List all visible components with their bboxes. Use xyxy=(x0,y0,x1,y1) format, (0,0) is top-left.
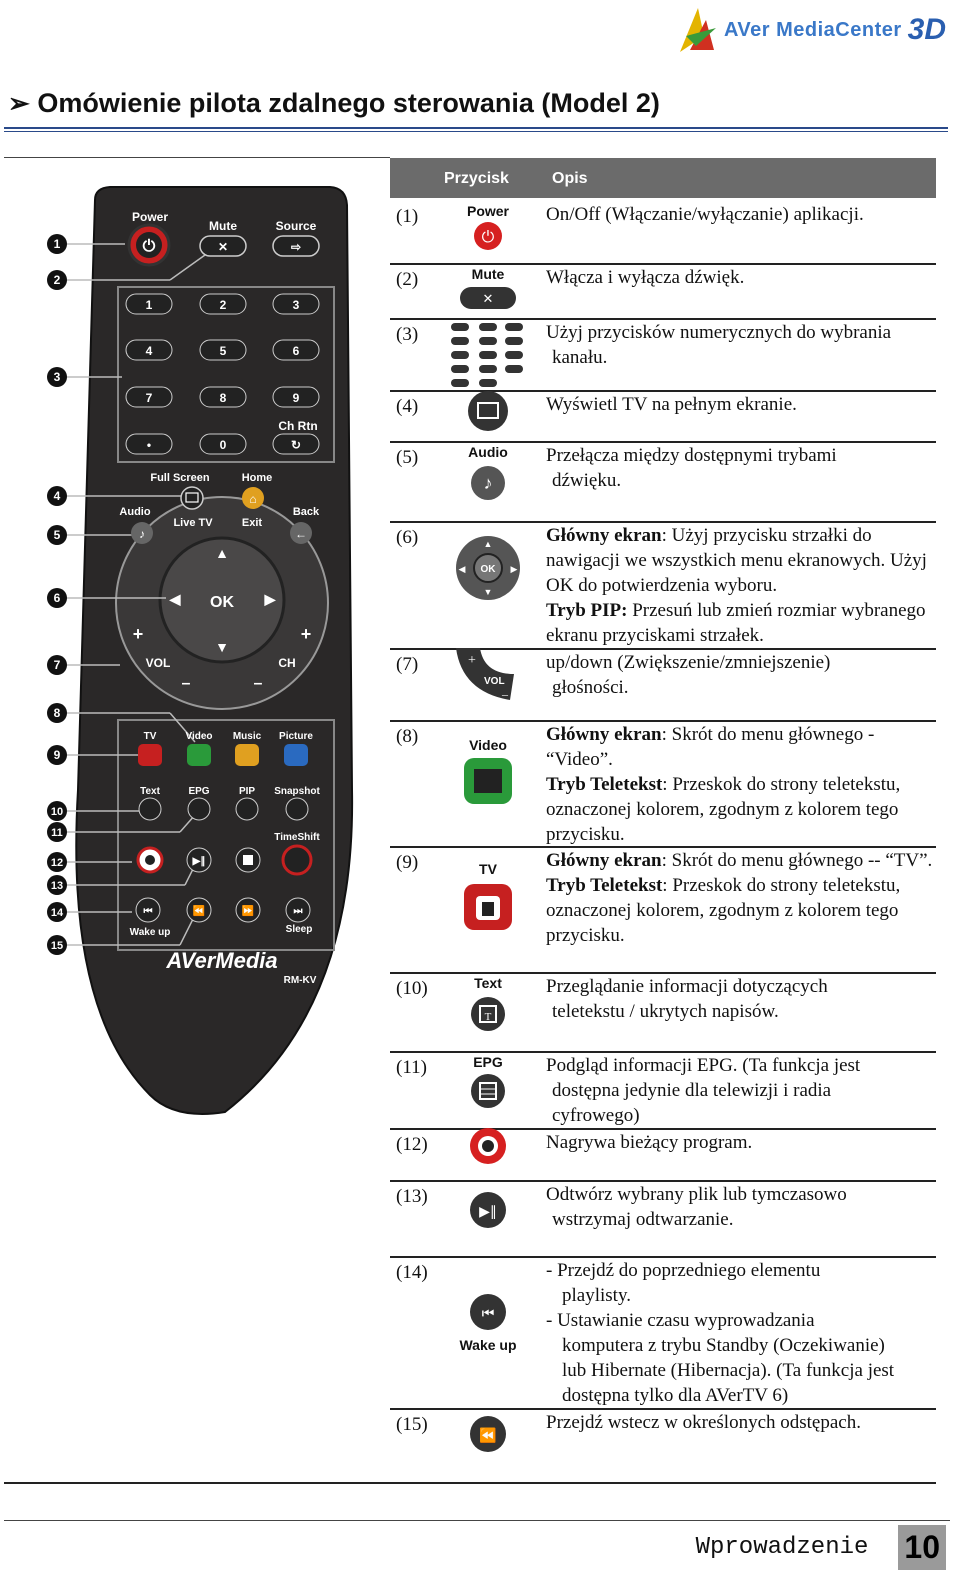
svg-text:⏪: ⏪ xyxy=(479,1429,497,1444)
table-row xyxy=(390,1256,936,1410)
video-icon xyxy=(448,736,528,811)
row-number: (13) xyxy=(396,1186,428,1207)
svg-text:Ch Rtn: Ch Rtn xyxy=(278,419,318,433)
description-line: lub Hibernate (Hibernacja). (Ta funkcja jest xyxy=(562,1360,895,1381)
svg-text:Wake up: Wake up xyxy=(459,1337,517,1353)
description-line: Podgląd informacji EPG. (Ta funkcja jest xyxy=(546,1055,861,1076)
svg-text:⏭: ⏭ xyxy=(293,906,303,917)
rewind-icon xyxy=(448,1410,528,1461)
svg-text:8: 8 xyxy=(219,391,227,405)
svg-text:–: – xyxy=(253,675,263,692)
fullscreen-icon xyxy=(448,388,528,439)
description-text: Przesuń lub zmień rozmiar wybranego ekranu przyciskami strzałek. xyxy=(546,600,926,646)
svg-text:Home: Home xyxy=(241,472,273,484)
svg-text:Live TV: Live TV xyxy=(173,517,213,529)
svg-text:•: • xyxy=(146,438,152,452)
svg-text:▼: ▼ xyxy=(483,587,493,597)
svg-text:Back: Back xyxy=(292,506,320,518)
record-icon xyxy=(448,1122,528,1173)
svg-text:▶: ▶ xyxy=(510,564,518,574)
row-number: (7) xyxy=(396,654,419,675)
svg-text:14: 14 xyxy=(50,907,64,919)
play-pause-icon xyxy=(448,1186,528,1237)
description-bold: Tryb Teletekst xyxy=(546,875,663,896)
svg-text:CH: CH xyxy=(278,656,296,670)
svg-text:Audio: Audio xyxy=(119,506,151,518)
svg-text:Audio: Audio xyxy=(468,444,508,460)
svg-text:←: ← xyxy=(295,527,307,541)
svg-text:–: – xyxy=(502,687,508,701)
row-description xyxy=(546,1410,934,1435)
svg-text:12: 12 xyxy=(50,857,64,869)
description-line: wstrzymaj odtwarzanie. xyxy=(552,1209,734,1230)
description-text: : Przeskok do strony teletekstu, oznaczonej kolorem, zgodnym z kolorem tego przycisku. xyxy=(546,875,901,946)
table-row xyxy=(390,521,936,650)
svg-text:⇨: ⇨ xyxy=(290,240,302,254)
row-description xyxy=(546,443,934,493)
table-row xyxy=(390,200,936,265)
button-description-table xyxy=(390,158,936,198)
mute-label: Mute xyxy=(209,219,237,233)
svg-text:▲: ▲ xyxy=(215,545,229,561)
svg-text:PIP: PIP xyxy=(238,786,256,797)
tv-icon xyxy=(448,860,528,937)
row-description xyxy=(546,650,934,700)
description-bold: Główny ekran xyxy=(546,525,662,546)
svg-text:▶∥: ▶∥ xyxy=(192,856,206,867)
row-description xyxy=(546,1258,934,1408)
row-number: (5) xyxy=(396,447,419,468)
svg-text:Full Screen: Full Screen xyxy=(150,472,210,484)
svg-text:11: 11 xyxy=(51,827,63,839)
table-row xyxy=(390,1128,936,1182)
table-row xyxy=(390,720,936,848)
mute-icon xyxy=(448,265,528,316)
row-number: (9) xyxy=(396,852,419,873)
table-row xyxy=(390,846,936,974)
svg-text:7: 7 xyxy=(53,658,61,672)
description-line: dźwięku. xyxy=(552,470,622,491)
title-arrow-icon: ➢ xyxy=(8,88,30,118)
navigation-pad-icon xyxy=(448,533,528,608)
row-number: (2) xyxy=(396,269,419,290)
description-text: : Przeskok do strony teletekstu, oznaczonej kolorem, zgodnym z kolorem tego przycisku. xyxy=(546,774,901,845)
svg-text:9: 9 xyxy=(292,391,300,405)
audio-icon xyxy=(448,443,528,506)
svg-text:AVerMedia: AVerMedia xyxy=(166,948,278,973)
previous-icon xyxy=(448,1290,528,1365)
description-line: cyfrowego) xyxy=(552,1105,640,1126)
description-paragraph xyxy=(546,722,934,772)
table-row xyxy=(390,1408,936,1484)
row-description xyxy=(546,1053,934,1128)
svg-text:Text: Text xyxy=(474,975,502,991)
svg-text:Power: Power xyxy=(466,203,510,219)
row-number: (8) xyxy=(396,726,419,747)
description-paragraph xyxy=(546,848,934,873)
description-line: dostępna jedynie dla telewizji i radia xyxy=(552,1080,832,1101)
description-line: głośności. xyxy=(552,677,629,698)
description-line: komputera z trybu Standby (Oczekiwanie) xyxy=(562,1335,885,1356)
svg-text:Wake up: Wake up xyxy=(129,927,171,938)
table-row xyxy=(390,1051,936,1130)
row-description xyxy=(546,974,934,1024)
description-line: Przejdź wstecz w określonych odstępach. xyxy=(546,1412,861,1433)
svg-text:Sleep: Sleep xyxy=(285,924,313,935)
description-line: Nagrywa bieżący program. xyxy=(546,1132,753,1153)
description-bold: Główny ekran xyxy=(546,850,662,871)
svg-text:10: 10 xyxy=(50,806,64,818)
row-number: (12) xyxy=(396,1134,428,1155)
row-description xyxy=(546,392,934,417)
svg-text:OK: OK xyxy=(480,564,496,575)
svg-text:↻: ↻ xyxy=(290,438,302,452)
page-title: ➢ Omówienie pilota zdalnego sterowania (Model 2) xyxy=(8,88,660,118)
description-paragraph xyxy=(546,873,934,948)
table-row xyxy=(390,390,936,443)
svg-text:3: 3 xyxy=(53,370,61,384)
svg-text:+: + xyxy=(468,653,476,668)
svg-text:⏮: ⏮ xyxy=(481,1307,495,1322)
svg-text:Text: Text xyxy=(140,786,160,797)
power-icon xyxy=(448,202,528,257)
svg-text:⏻: ⏻ xyxy=(142,238,156,255)
power-label: Power xyxy=(131,210,169,224)
svg-text:2: 2 xyxy=(219,298,227,312)
description-line: Wyświetl TV na pełnym ekranie. xyxy=(546,394,797,415)
row-number: (3) xyxy=(396,324,419,345)
svg-text:4: 4 xyxy=(53,489,61,503)
svg-text:Video: Video xyxy=(185,731,213,742)
number-keys-icon xyxy=(448,322,528,397)
svg-text:TV: TV xyxy=(143,731,157,742)
svg-text:Exit: Exit xyxy=(241,517,263,529)
svg-text:RM-KV: RM-KV xyxy=(283,975,317,986)
svg-text:+: + xyxy=(300,624,312,644)
svg-text:2: 2 xyxy=(53,273,61,287)
svg-text:⌂: ⌂ xyxy=(249,492,257,506)
row-number: (15) xyxy=(396,1414,428,1435)
svg-text:TV: TV xyxy=(479,861,497,877)
svg-text:◀: ◀ xyxy=(458,564,466,574)
description-line: Przełącza między dostępnymi trybami xyxy=(546,445,837,466)
teletext-icon xyxy=(448,974,528,1037)
svg-text:EPG: EPG xyxy=(473,1054,503,1070)
header-button: Przycisk xyxy=(444,170,509,187)
svg-text:Music: Music xyxy=(232,731,262,742)
title-divider-thin xyxy=(4,131,948,132)
table-row xyxy=(390,263,936,320)
brand-logo xyxy=(676,6,946,54)
svg-text:TimeShift: TimeShift xyxy=(274,832,320,843)
svg-text:✕: ✕ xyxy=(217,240,229,254)
svg-text:▶: ▶ xyxy=(264,591,276,607)
description-text: : Skrót do menu głównego -- “TV”. xyxy=(661,850,933,871)
description-line: playlisty. xyxy=(562,1285,631,1306)
description-line: kanału. xyxy=(552,347,608,368)
description-paragraph xyxy=(546,523,934,598)
row-description xyxy=(546,722,934,847)
svg-text:▶∥: ▶∥ xyxy=(479,1205,497,1220)
table-header xyxy=(390,158,936,198)
description-line: dostępna tylko dla AVerTV 6) xyxy=(562,1385,789,1406)
description-line: - Ustawianie czasu wyprowadzania xyxy=(546,1310,815,1331)
table-row xyxy=(390,318,936,392)
row-description xyxy=(546,320,934,370)
svg-text:EPG: EPG xyxy=(188,786,210,797)
description-line: - Przejdź do poprzedniego elementu xyxy=(546,1260,821,1281)
svg-text:⏻: ⏻ xyxy=(481,229,495,246)
svg-text:VOL: VOL xyxy=(145,656,171,670)
row-description xyxy=(546,1130,934,1155)
logo-icon xyxy=(676,6,718,54)
row-number: (6) xyxy=(396,527,419,548)
table-row xyxy=(390,441,936,523)
description-text: : Skrót do menu głównego - “Video”. xyxy=(546,724,875,770)
svg-text:▼: ▼ xyxy=(215,639,229,655)
logo-text: AVer MediaCenter xyxy=(723,18,902,41)
svg-text:Snapshot: Snapshot xyxy=(274,786,320,797)
epg-icon xyxy=(448,1053,528,1116)
svg-text:▲: ▲ xyxy=(483,539,493,549)
page-number: 10 xyxy=(898,1525,946,1570)
svg-text:T: T xyxy=(484,1011,492,1023)
svg-text:6: 6 xyxy=(292,344,300,358)
description-bold: Główny ekran xyxy=(546,724,662,745)
row-number: (4) xyxy=(396,396,419,417)
svg-text:⏩: ⏩ xyxy=(241,906,255,917)
row-description xyxy=(546,1182,934,1232)
row-description xyxy=(546,523,934,648)
callout-markers xyxy=(47,234,67,955)
svg-text:✕: ✕ xyxy=(482,291,494,306)
svg-text:5: 5 xyxy=(53,528,61,542)
svg-text:1: 1 xyxy=(145,298,153,312)
row-description xyxy=(546,848,934,948)
row-description xyxy=(546,202,934,227)
footer xyxy=(696,1525,946,1570)
svg-text:⏮: ⏮ xyxy=(143,906,153,917)
description-bold: Tryb PIP: xyxy=(546,600,628,621)
svg-text:8: 8 xyxy=(53,706,61,720)
svg-text:5: 5 xyxy=(219,344,227,358)
header-description: Opis xyxy=(552,170,588,187)
description-line: teletekstu / ukrytych napisów. xyxy=(552,1001,779,1022)
description-line: Odtwórz wybrany plik lub tymczasowo xyxy=(546,1184,847,1205)
description-paragraph xyxy=(546,772,934,847)
remote-control-illustration xyxy=(0,150,390,1150)
table-row xyxy=(390,1180,936,1258)
svg-text:3: 3 xyxy=(292,298,300,312)
svg-text:Video: Video xyxy=(469,737,507,753)
description-line: Użyj przycisków numerycznych do wybrania xyxy=(546,322,892,343)
svg-text:1: 1 xyxy=(53,237,61,251)
row-number: (1) xyxy=(396,206,419,227)
row-description xyxy=(546,265,934,290)
svg-text:6: 6 xyxy=(53,591,61,605)
svg-text:Mute: Mute xyxy=(471,266,505,282)
svg-text:OK: OK xyxy=(210,594,234,611)
description-paragraph xyxy=(546,598,934,648)
svg-text:+: + xyxy=(132,624,144,644)
row-number: (10) xyxy=(396,978,428,999)
description-text: : Użyj przycisku strzałki do nawigacji we wszystkich menu ekranowych. Użyj OK do potwierdzenia wyboru. xyxy=(546,525,927,596)
description-line: Przeglądanie informacji dotyczących xyxy=(546,976,828,997)
svg-text:0: 0 xyxy=(219,438,227,452)
svg-text:15: 15 xyxy=(50,940,64,952)
svg-text:◀: ◀ xyxy=(169,591,181,607)
svg-text:VOL: VOL xyxy=(484,676,505,687)
svg-text:⏪: ⏪ xyxy=(192,906,206,917)
source-label: Source xyxy=(275,219,317,233)
footer-divider xyxy=(4,1520,950,1521)
description-line: up/down (Zwiększenie/zmniejszenie) xyxy=(546,652,831,673)
description-bold: Tryb Teletekst xyxy=(546,774,663,795)
table-row xyxy=(390,972,936,1053)
table-row xyxy=(390,648,936,722)
svg-text:Picture: Picture xyxy=(279,731,313,742)
description-line: On/Off (Włączanie/wyłączanie) aplikacji. xyxy=(546,204,864,225)
logo-3d: 3D xyxy=(907,13,946,46)
volume-icon xyxy=(448,644,528,709)
svg-text:♪: ♪ xyxy=(139,527,145,541)
svg-text:4: 4 xyxy=(145,344,153,358)
row-number: (14) xyxy=(396,1262,428,1283)
table-bottom-rule xyxy=(4,1482,936,1484)
svg-text:7: 7 xyxy=(145,391,153,405)
section-name: Wprowadzenie xyxy=(695,1534,869,1561)
svg-text:–: – xyxy=(181,675,191,692)
svg-text:9: 9 xyxy=(53,748,61,762)
svg-text:13: 13 xyxy=(50,880,64,892)
svg-text:♪: ♪ xyxy=(483,473,493,493)
title-divider xyxy=(4,127,948,129)
row-number: (11) xyxy=(396,1057,427,1078)
description-line: Włącza i wyłącza dźwięk. xyxy=(546,267,745,288)
fullscreen-icon xyxy=(181,487,203,509)
